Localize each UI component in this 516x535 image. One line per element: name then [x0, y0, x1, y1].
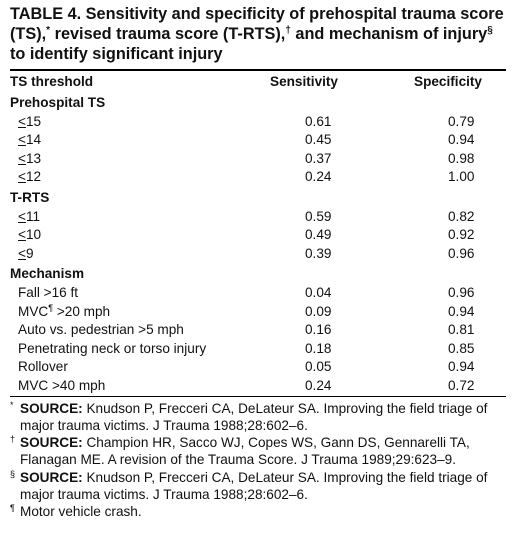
title-text-2: revised trauma score (T-RTS), [50, 25, 286, 43]
title-mark-1: * [46, 25, 51, 36]
less-or-equal-symbol: < [18, 150, 26, 166]
sensitivity-cell: 0.05 [305, 359, 332, 375]
footnote-mark: ¶ [10, 503, 15, 514]
footnote-text: Knudson P, Frecceri CA, DeLateur SA. Improving the field triage of major trauma victims. J Trauma 1988;28:602–6. [20, 400, 488, 433]
table-row [10, 226, 506, 245]
section-row [10, 263, 506, 284]
footnote-mark: § [10, 468, 16, 479]
table-row [10, 340, 506, 359]
threshold-label: Fall >16 ft [18, 284, 79, 300]
threshold-cell [10, 321, 258, 340]
title-text-3: and mechanism of injury [290, 25, 488, 43]
threshold-cell [10, 377, 258, 396]
table-figure [10, 0, 506, 521]
sensitivity-cell: 0.37 [305, 150, 332, 166]
table-row [10, 208, 506, 227]
header-row [10, 71, 506, 92]
footnote [10, 400, 506, 435]
footnote-mark: ¶ [48, 302, 54, 313]
section-row [10, 187, 506, 208]
threshold-cell [10, 168, 258, 187]
table-body [10, 92, 506, 396]
specificity-cell: 0.94 [448, 359, 475, 375]
sensitivity-cell: 0.16 [305, 322, 332, 338]
threshold-cell [10, 226, 258, 245]
section-label: T-RTS [10, 189, 50, 205]
section-row [10, 92, 506, 113]
threshold-label: 12 [25, 169, 42, 185]
footnote [10, 469, 506, 504]
sensitivity-cell: 0.24 [305, 377, 332, 393]
table-row [10, 113, 506, 132]
title-text-1: TABLE 4. Sensitivity and specificity of prehospital trauma score (TS), [10, 5, 504, 43]
footnote [10, 434, 506, 469]
sensitivity-cell: 0.61 [305, 113, 332, 129]
threshold-label: 14 [25, 132, 42, 148]
sensitivity-cell: 0.04 [305, 284, 332, 300]
threshold-cell [10, 245, 258, 264]
threshold-cell [10, 340, 258, 359]
title-text-4: to identify significant injury [10, 45, 223, 63]
footnote [10, 503, 506, 520]
less-or-equal-symbol: < [18, 245, 26, 261]
sensitivity-cell: 0.59 [305, 208, 332, 224]
specificity-cell: 0.72 [448, 377, 475, 393]
less-or-equal-symbol: < [18, 132, 26, 148]
footnote-lead: SOURCE: [20, 469, 83, 485]
less-or-equal-symbol: < [18, 227, 26, 243]
table-title [10, 4, 506, 64]
specificity-cell: 0.85 [448, 340, 475, 356]
footnote-text: Champion HR, Sacco WJ, Copes WS, Gann DS, Gennarelli TA, Flanagan ME. A revision of the Trauma Score. J Trauma 1989;29:623–9. [20, 435, 470, 468]
threshold-label: Auto vs. pedestrian >5 mph [18, 322, 184, 338]
sensitivity-cell: 0.49 [305, 227, 332, 243]
specificity-cell: 0.92 [448, 227, 475, 243]
footnote-mark: † [10, 434, 16, 445]
threshold-label: MVC >40 mph [18, 377, 106, 393]
sensitivity-cell: 0.39 [305, 245, 332, 261]
section-label: Prehospital TS [10, 95, 106, 110]
threshold-cell [10, 113, 258, 132]
footnote-lead: SOURCE: [20, 400, 83, 416]
footnote-lead: SOURCE: [20, 435, 83, 451]
threshold-label: Rollover [18, 359, 68, 375]
specificity-cell: 0.94 [448, 303, 475, 319]
footnote-text: Motor vehicle crash. [20, 504, 142, 520]
table-row [10, 284, 506, 303]
data-table [10, 71, 506, 396]
specificity-cell: 0.82 [448, 208, 475, 224]
specificity-cell: 0.96 [448, 284, 475, 300]
table-row [10, 321, 506, 340]
threshold-cell [10, 131, 258, 150]
threshold-suffix: >20 mph [53, 303, 111, 319]
footnote-mark: * [10, 399, 14, 410]
threshold-label: 9 [25, 245, 34, 261]
specificity-cell: 0.79 [448, 113, 475, 129]
sensitivity-cell: 0.24 [305, 169, 332, 185]
sensitivity-cell: 0.18 [305, 340, 332, 356]
footnote-text: Knudson P, Frecceri CA, DeLateur SA. Improving the field triage of major trauma victims. J Trauma 1988;28:602–6. [20, 469, 488, 502]
specificity-cell: 0.81 [448, 322, 475, 338]
specificity-cell: 0.96 [448, 245, 475, 261]
specificity-cell: 1.00 [448, 169, 475, 185]
table-row [10, 150, 506, 169]
sensitivity-cell: 0.09 [305, 303, 332, 319]
threshold-cell [10, 284, 258, 303]
threshold-label: MVC [18, 303, 49, 319]
specificity-cell: 0.94 [448, 132, 475, 148]
table-row [10, 303, 506, 322]
less-or-equal-symbol: < [18, 208, 26, 224]
table-row [10, 377, 506, 396]
title-mark-2: † [285, 25, 291, 36]
threshold-cell [10, 303, 258, 322]
table-row [10, 131, 506, 150]
threshold-label: 11 [25, 208, 41, 224]
column-header-sensitivity: Sensitivity [270, 74, 338, 89]
threshold-label: 10 [25, 227, 42, 243]
threshold-cell [10, 208, 258, 227]
title-mark-3: § [487, 25, 493, 36]
table-row [10, 168, 506, 187]
less-or-equal-symbol: < [18, 169, 26, 185]
specificity-cell: 0.98 [448, 150, 475, 166]
threshold-label: 13 [25, 150, 42, 166]
table-row [10, 245, 506, 264]
threshold-label: Penetrating neck or torso injury [18, 340, 207, 356]
section-label: Mechanism [10, 266, 85, 282]
column-header-threshold: TS threshold [10, 74, 94, 89]
threshold-label: 15 [25, 113, 42, 129]
footnotes [10, 397, 506, 521]
less-or-equal-symbol: < [18, 113, 26, 129]
sensitivity-cell: 0.45 [305, 132, 332, 148]
threshold-cell [10, 358, 258, 377]
table-row [10, 358, 506, 377]
threshold-cell [10, 150, 258, 169]
column-header-specificity: Specificity [414, 74, 482, 89]
